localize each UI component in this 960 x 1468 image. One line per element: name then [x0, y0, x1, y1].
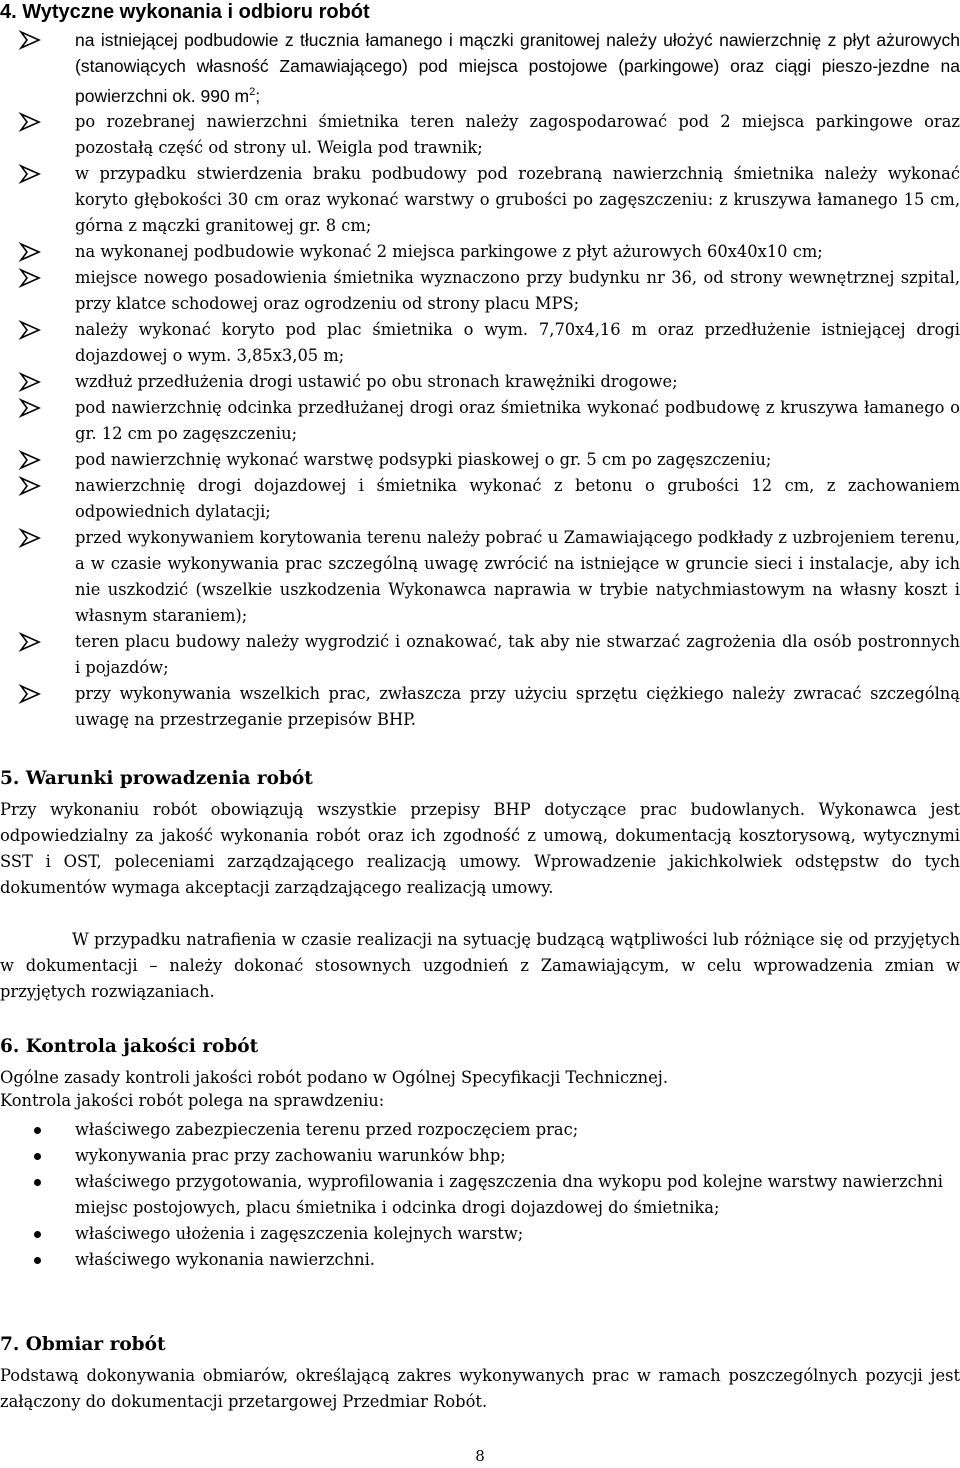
list-item — [0, 369, 960, 395]
page-number: 8 — [475, 1447, 485, 1465]
arrowhead-bullet-icon — [18, 473, 42, 499]
list-item — [0, 317, 960, 369]
list-item-text-main: na istniejącej podbudowie z tłucznia łamanego i mączki granitowej należy ułożyć nawierzchnię z płyt ażurowych (stanowiących własność Zamawiającego) pod miejsca postojowe (parkingowe) oraz ciągi pieszo-jezdne na powierzchni ok. 990 m — [75, 30, 960, 106]
arrowhead-bullet-icon — [18, 317, 42, 343]
section-5-paragraph-1: Przy wykonaniu robót obowiązują wszystkie przepisy BHP dotyczące prac budowlanych. Wykonawca jest odpowiedzialny za jakość wykonania robót oraz ich zgodność z umową, dokumentacją kosztorysową, wytycznymi SST i OST, poleceniami zarządzającego realizacją umowy. Wprowadzenie jakichkolwiek odstępstw do tych dokumentów wymaga akceptacji zarządzającego realizacją umowy. — [0, 800, 960, 897]
list-item — [0, 1247, 960, 1273]
arrowhead-bullet-icon — [18, 447, 42, 473]
list-item-text: wzdłuż przedłużenia drogi ustawić po obu stronach krawężniki drogowe; — [75, 371, 678, 391]
section-6-list — [0, 1117, 960, 1273]
section-7-heading: 7. Obmiar robót — [0, 1334, 166, 1355]
list-item — [0, 1169, 960, 1221]
arrowhead-bullet-icon — [18, 109, 42, 135]
list-item-text: po rozebranej nawierzchni śmietnika teren należy zagospodarować pod 2 miejsca parkingowe oraz pozostałą część od strony ul. Weigla pod trawnik; — [75, 111, 960, 157]
section-6-heading: 6. Kontrola jakości robót — [0, 1036, 259, 1057]
list-item-text-end: ; — [255, 85, 261, 106]
arrowhead-bullet-icon — [18, 27, 42, 53]
bullet-dot-icon — [34, 1257, 41, 1264]
list-item-text: należy wykonać koryto pod plac śmietnika o wym. 7,70x4,16 m oraz przedłużenie istniejącej drogi dojazdowej o wym. 3,85x3,05 m; — [75, 319, 960, 365]
list-item — [0, 239, 960, 265]
bullet-dot-icon — [34, 1127, 41, 1134]
arrowhead-bullet-icon — [18, 629, 42, 655]
list-item — [0, 109, 960, 161]
list-item — [0, 629, 960, 681]
list-item — [0, 395, 960, 447]
bullet-dot-icon — [34, 1231, 41, 1238]
list-item-text: przy wykonywania wszelkich prac, zwłaszcza przy użyciu sprzętu ciężkiego należy zwracać szczególną uwagę na przestrzeganie przepisów BHP. — [75, 683, 960, 729]
list-item-text: właściwego wykonania nawierzchni. — [75, 1250, 375, 1269]
bullet-dot-icon — [34, 1153, 41, 1160]
section-6-paragraph-2: Kontrola jakości robót polega na sprawdzeniu: — [0, 1091, 385, 1110]
arrowhead-bullet-icon — [18, 395, 42, 421]
list-item — [0, 1221, 960, 1247]
list-item — [0, 473, 960, 525]
list-item-text: miejsce nowego posadowienia śmietnika wyznaczono przy budynku nr 36, od strony wewnętrznej szpital, przy klatce schodowej oraz ogrodzeniu od strony placu MPS; — [75, 267, 960, 313]
section-5-heading: 5. Warunki prowadzenia robót — [0, 768, 313, 789]
list-item-text: teren placu budowy należy wygrodzić i oznakować, tak aby nie stwarzać zagrożenia dla osób postronnych i pojazdów; — [75, 631, 960, 677]
section-6-paragraph-1: Ogólne zasady kontroli jakości robót podano w Ogólnej Specyfikacji Technicznej. — [0, 1068, 669, 1087]
list-item-text: właściwego ułożenia i zagęszczenia kolejnych warstw; — [75, 1224, 524, 1243]
arrowhead-bullet-icon — [18, 161, 42, 187]
list-item-text: pod nawierzchnię wykonać warstwę podsypki piaskowej o gr. 5 cm po zagęszczeniu; — [75, 449, 772, 469]
list-item — [0, 447, 960, 473]
list-item — [0, 27, 960, 109]
list-item-text: w przypadku stwierdzenia braku podbudowy pod rozebraną nawierzchnią śmietnika należy wykonać koryto głębokości 30 cm oraz wykonać warstwy o grubości po zagęszczeniu: z kruszywa łamanego 15 cm, górna z mączki granitowej gr. 8 cm; — [75, 163, 960, 235]
list-item — [0, 265, 960, 317]
superscript: 2 — [249, 86, 256, 98]
section-7-paragraph-1: Podstawą dokonywania obmiarów, określającą zakres wykonywanych prac w ramach poszczególnych pozycji jest załączony do dokumentacji przetargowej Przedmiar Robót. — [0, 1366, 960, 1411]
list-item — [0, 1143, 960, 1169]
arrowhead-bullet-icon — [18, 525, 42, 551]
list-item-text: wykonywania prac przy zachowaniu warunków bhp; — [75, 1146, 506, 1165]
list-item-text: właściwego przygotowania, wyprofilowania i zagęszczenia dna wykopu pod kolejne warstwy nawierzchni miejsc postojowych, placu śmietnika i odcinka drogi dojazdowej do śmietnika; — [75, 1172, 943, 1217]
list-item — [0, 681, 960, 733]
section-5-paragraph-2 — [0, 927, 960, 1005]
list-item-text — [75, 27, 960, 109]
arrowhead-bullet-icon — [18, 369, 42, 395]
section-4-list — [0, 27, 960, 733]
arrowhead-bullet-icon — [18, 239, 42, 265]
list-item — [0, 161, 960, 239]
list-item — [0, 1117, 960, 1143]
arrowhead-bullet-icon — [18, 681, 42, 707]
bullet-dot-icon — [34, 1179, 41, 1186]
arrowhead-bullet-icon — [18, 265, 42, 291]
list-item — [0, 525, 960, 629]
list-item-text: pod nawierzchnię odcinka przedłużanej drogi oraz śmietnika wykonać podbudowę z kruszywa łamanego o gr. 12 cm po zagęszczeniu; — [75, 397, 960, 443]
list-item-text: nawierzchnię drogi dojazdowej i śmietnika wykonać z betonu o grubości 12 cm, z zachowaniem odpowiednich dylatacji; — [75, 475, 960, 521]
list-item-text: na wykonanej podbudowie wykonać 2 miejsca parkingowe z płyt ażurowych 60x40x10 cm; — [75, 241, 823, 261]
section-4-heading: 4. Wytyczne wykonania i odbioru robót — [0, 1, 370, 23]
list-item-text: właściwego zabezpieczenia terenu przed rozpoczęciem prac; — [75, 1120, 579, 1139]
list-item-text: przed wykonywaniem korytowania terenu należy pobrać u Zamawiającego podkłady z uzbrojeniem terenu, a w czasie wykonywania prac szczególną uwagę zwrócić na istniejące w gruncie sieci i instalacje, aby ich nie uszkodzić (wszelkie uszkodzenia Wykonawca naprawia w trybie natychmiastowym na własny koszt i własnym staraniem); — [75, 527, 960, 625]
paragraph-text: W przypadku natrafienia w czasie realizacji na sytuację budzącą wątpliwości lub różniące się od przyjętych w dokumentacji – należy dokonać stosownych uzgodnień z Zamawiającym, w celu wprowadzenia zmian w przyjętych rozwiązaniach. — [0, 930, 960, 1001]
